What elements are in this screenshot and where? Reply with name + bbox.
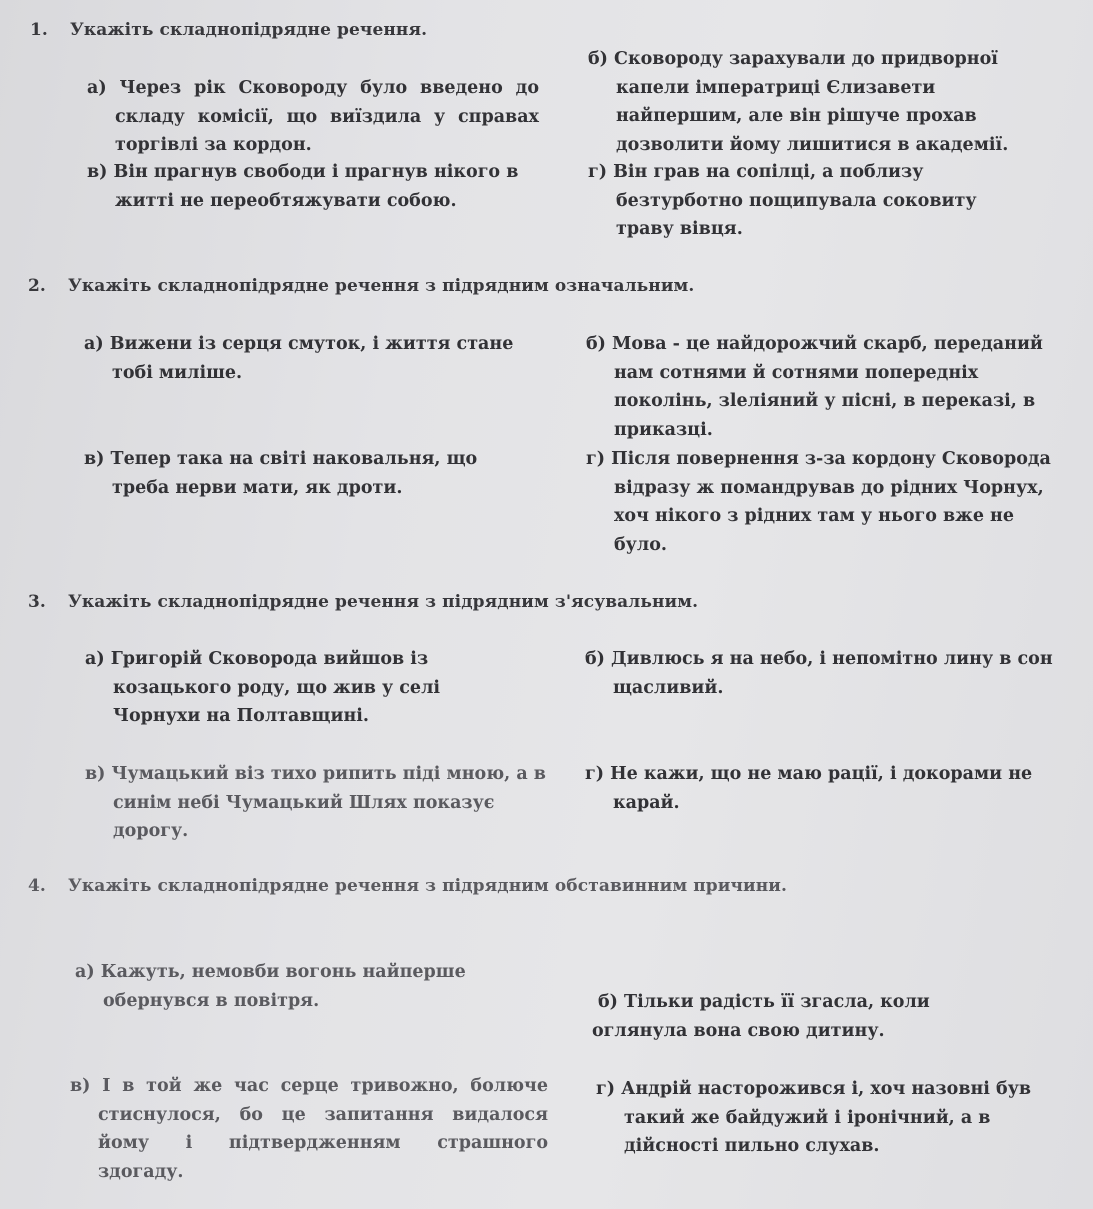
question-4-number: 4.	[28, 876, 46, 896]
option-label: г)	[585, 764, 605, 784]
option-label: а)	[84, 334, 104, 354]
option-text: Григорій Сковорода вийшов із козацького роду, що жив у селі Чорнухи на Полтавщині.	[110, 649, 441, 726]
question-3-heading	[28, 592, 698, 612]
option-text: Тепер така на світі наковальня, що треба нерви мати, як дроти.	[110, 449, 478, 498]
question-1-option-v	[87, 158, 539, 215]
option-text: Андрій насторожився і, хоч назовні був такий же байдужий і іронічний, а в дійсності пильно слухав.	[621, 1079, 1032, 1156]
question-3-option-b	[585, 645, 1073, 702]
option-label: г)	[586, 449, 606, 469]
question-4-option-g	[596, 1075, 1064, 1161]
option-label: б)	[598, 992, 618, 1012]
question-2-option-v	[84, 445, 512, 502]
question-4-heading	[28, 876, 787, 896]
option-label: а)	[85, 649, 105, 669]
option-label: в)	[87, 162, 108, 182]
option-text: І в той же час серце тривожно, болюче стиснулося, бо це запитання видалося йому і підтвердженням страшного здогаду.	[98, 1076, 548, 1182]
option-label: б)	[585, 649, 605, 669]
question-2-option-a	[84, 330, 532, 387]
option-label: б)	[586, 334, 606, 354]
question-1-heading	[30, 20, 427, 40]
option-label: г)	[596, 1079, 616, 1099]
question-3-option-a	[85, 645, 463, 731]
question-1-option-a	[87, 74, 539, 160]
option-label: в)	[70, 1076, 91, 1096]
option-text: Вижени із серця смуток, і життя стане тобі миліше.	[109, 334, 514, 383]
option-text: Тільки радість її згасла, коли оглянула вона свою дитину.	[592, 992, 930, 1041]
question-4-prompt: Укажіть складнопідрядне речення з підрядним обставинним причини.	[68, 876, 788, 896]
option-text: Він прагнув свободи і прагнув нікого в житті не переобтяжувати собою.	[113, 162, 519, 211]
question-2-prompt: Укажіть складнопідрядне речення з підрядним означальним.	[68, 276, 695, 296]
question-1-option-b	[588, 45, 1016, 159]
option-text: Мова - це найдорожчий скарб, переданий нам сотнями й сотнями попередніх поколінь, зleліяний у пісні, в переказі, в приказці.	[612, 334, 1043, 440]
question-3-prompt: Укажіть складнопідрядне речення з підрядним з'ясувальним.	[68, 592, 699, 612]
question-2-option-g	[586, 445, 1064, 559]
option-label: а)	[87, 78, 107, 98]
option-label: г)	[588, 162, 608, 182]
option-text: Чумацький віз тихо рипить піді мною, а в синім небі Чумацький Шлях показує дорогу.	[111, 764, 546, 841]
question-1-prompt: Укажіть складнопідрядне речення.	[70, 20, 428, 40]
question-1-number: 1.	[30, 20, 48, 40]
question-2-number: 2.	[28, 276, 46, 296]
option-text: Дивлюсь я на небо, і непомітно лину в сон щасливий.	[611, 649, 1053, 698]
option-text: Сковороду зарахували до придворної капели імператриці Єлизавети найпершим, але він рішуче прохав дозволити йому лишитися в академії.	[614, 49, 1009, 155]
option-label: в)	[84, 449, 105, 469]
question-3-option-g	[585, 760, 1063, 817]
option-label: б)	[588, 49, 608, 69]
question-2-option-b	[586, 330, 1054, 444]
question-1-option-g	[588, 158, 1006, 244]
question-4-option-b	[592, 988, 1012, 1045]
question-3-option-v	[85, 760, 553, 846]
option-text: Він грав на сопілці, а поблизу безтурботно пощипувала соковиту траву вівця.	[613, 162, 977, 239]
question-4-option-v	[70, 1072, 548, 1186]
option-text: Через рік Сковороду було введено до складу комісії, що виїздила у справах торгівлі за кордон.	[115, 78, 540, 155]
option-label: а)	[75, 962, 95, 982]
option-text: Після повернення з-за кордону Сковорода відразу ж помандрував до рідних Чорнух, хоч нікого з рідних там у нього вже не було.	[611, 449, 1051, 555]
option-text: Не кажи, що не маю рації, і докорами не карай.	[610, 764, 1033, 813]
option-text: Кажуть, немовби вогонь найперше обернувся в повітря.	[100, 962, 466, 1011]
question-4-option-a	[75, 958, 493, 1015]
option-label: в)	[85, 764, 106, 784]
question-3-number: 3.	[28, 592, 46, 612]
question-2-heading	[28, 276, 694, 296]
